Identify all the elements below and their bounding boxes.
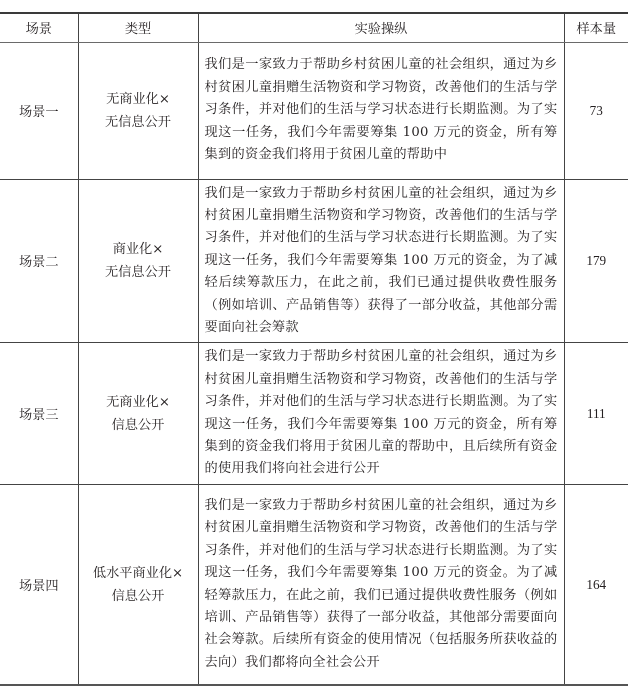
header-manipulation: 实验操纵 [198, 13, 564, 42]
type-line-2: 信息公开 [111, 588, 165, 604]
type-line-2: 无信息公开 [105, 264, 171, 280]
table-row [0, 484, 628, 685]
scene-cell: 场景一 [0, 42, 78, 179]
scene-cell: 场景四 [0, 484, 78, 685]
type-cell [78, 179, 198, 343]
scene-cell: 场景二 [0, 179, 78, 343]
header-row [0, 13, 628, 42]
manipulation-cell: 我们是一家致力于帮助乡村贫困儿童的社会组织，通过为乡村贫困儿童捐赠生活物资和学习物资，改善他们的生活与学习条件，并对他们的生活与学习状态进行长期监测。为了实现这一任务，我们今年需要筹集 100 万元的资金，为了减轻后续筹款压力，在此之前，我们已通过提供收费性服务（例如培训、产品销售等）获得了一部分收益，其他部分需要面向社会筹款 [198, 179, 564, 343]
header-scene: 场景 [0, 13, 78, 42]
type-line-1: 无商业化× [106, 91, 170, 107]
type-line-1: 商业化× [112, 241, 164, 257]
type-line-1: 低水平商业化× [92, 565, 184, 581]
sample-size-cell: 179 [564, 179, 628, 343]
table-row [0, 343, 628, 484]
table-row [0, 179, 628, 343]
type-cell [78, 343, 198, 484]
type-cell [78, 42, 198, 179]
table-row [0, 42, 628, 179]
type-line-1: 无商业化× [106, 394, 170, 410]
manipulation-cell: 我们是一家致力于帮助乡村贫困儿童的社会组织，通过为乡村贫困儿童捐赠生活物资和学习物资，改善他们的生活与学习条件，并对他们的生活与学习状态进行长期监测。为了实现这一任务，我们今年需要筹集 100 万元的资金，所有筹集到的资金我们将用于贫困儿童的帮助中 [198, 42, 564, 179]
experiment-scenarios-table [0, 12, 628, 686]
type-line-2: 无信息公开 [105, 114, 171, 130]
scene-cell: 场景三 [0, 343, 78, 484]
header-type: 类型 [78, 13, 198, 42]
sample-size-cell: 111 [564, 343, 628, 484]
sample-size-cell: 164 [564, 484, 628, 685]
manipulation-cell: 我们是一家致力于帮助乡村贫困儿童的社会组织，通过为乡村贫困儿童捐赠生活物资和学习物资，改善他们的生活与学习条件，并对他们的生活与学习状态进行长期监测。为了实现这一任务，我们今年需要筹集 100 万元的资金，所有筹集到的资金我们将用于贫困儿童的帮助中，且后续所有资金的使用我们将向社会进行公开 [198, 343, 564, 484]
manipulation-cell: 我们是一家致力于帮助乡村贫困儿童的社会组织，通过为乡村贫困儿童捐赠生活物资和学习物资，改善他们的生活与学习条件，并对他们的生活与学习状态进行长期监测。为了实现这一任务，我们今年需要筹集 100 万元的资金。为了减轻筹款压力，在此之前，我们已通过提供收费性服务（例如培训、产品销售等）获得了一部分收益，其他部分需要面向社会筹款。后续所有资金的使用情况（包括服务所获收益的去向）我们都将向全社会公开 [198, 484, 564, 685]
type-cell [78, 484, 198, 685]
type-line-2: 信息公开 [111, 417, 165, 433]
header-sample-size: 样本量 [564, 13, 628, 42]
sample-size-cell: 73 [564, 42, 628, 179]
